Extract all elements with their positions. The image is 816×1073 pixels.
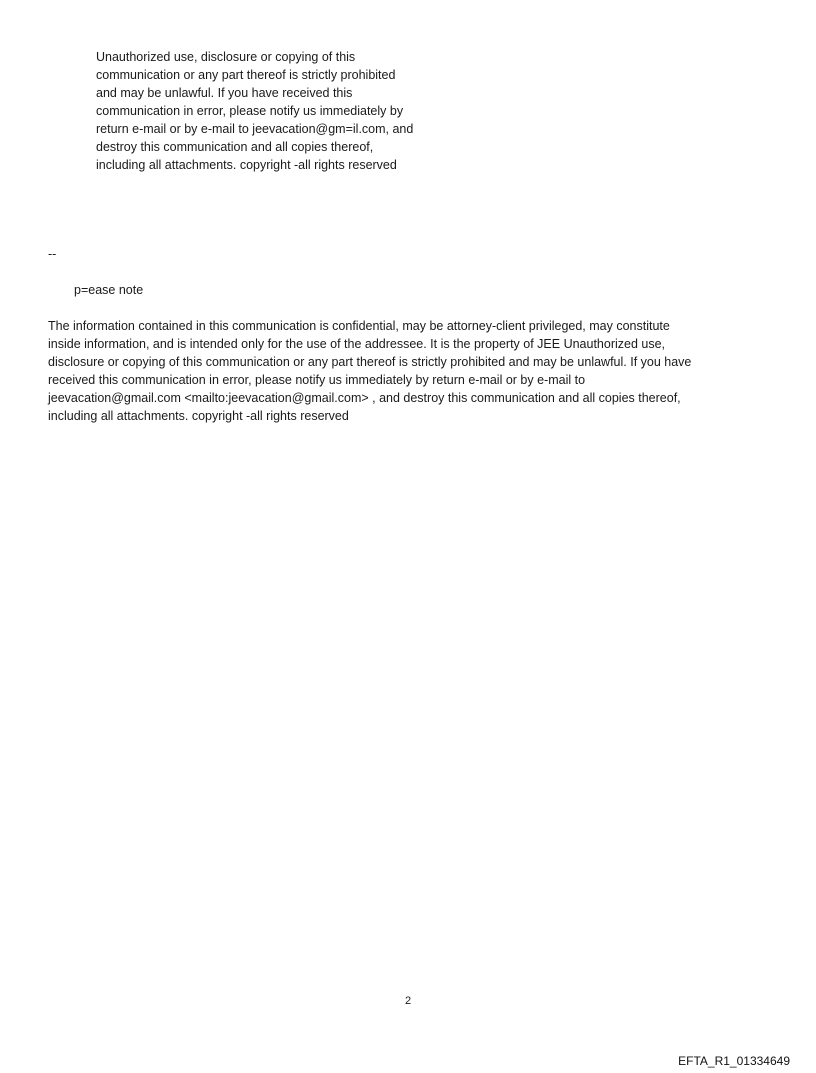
page-number: 2 xyxy=(404,995,412,1007)
main-disclaimer-line: jeevacation@gmail.com <mailto:jeevacation@gmail.com> , and destroy this communication and all copies thereof, xyxy=(48,391,681,405)
quoted-disclaimer-line: Unauthorized use, disclosure or copying of this xyxy=(96,50,356,64)
quoted-disclaimer-line: communication or any part thereof is strictly prohibited xyxy=(96,68,396,82)
main-disclaimer-line: disclosure or copying of this communication or any part thereof is strictly prohibited and may be unlawful. If you have xyxy=(48,355,692,369)
main-disclaimer-line: including all attachments. copyright -all rights reserved xyxy=(48,409,349,423)
main-disclaimer xyxy=(48,317,768,425)
main-disclaimer-line: The information contained in this communication is confidential, may be attorney-client privileged, may constitute xyxy=(48,319,670,333)
main-disclaimer-line: received this communication in error, please notify us immediately by return e-mail or by e-mail to xyxy=(48,373,586,387)
quoted-disclaimer-line: and may be unlawful. If you have received this xyxy=(96,86,353,100)
quoted-disclaimer-line: including all attachments. copyright -all rights reserved xyxy=(96,158,397,172)
quoted-disclaimer-line: return e-mail or by e-mail to jeevacation@gm=il.com, and xyxy=(96,122,414,136)
note-heading: p=ease note xyxy=(74,283,144,297)
signature-separator: -- xyxy=(48,247,57,261)
quoted-disclaimer xyxy=(96,48,456,174)
bates-number: EFTA_R1_01334649 xyxy=(678,1054,790,1068)
main-disclaimer-line: inside information, and is intended only for the use of the addressee. It is the property of JEE Unauthorized use, xyxy=(48,337,666,351)
quoted-disclaimer-line: destroy this communication and all copies thereof, xyxy=(96,140,374,154)
quoted-disclaimer-line: communication in error, please notify us immediately by xyxy=(96,104,404,118)
